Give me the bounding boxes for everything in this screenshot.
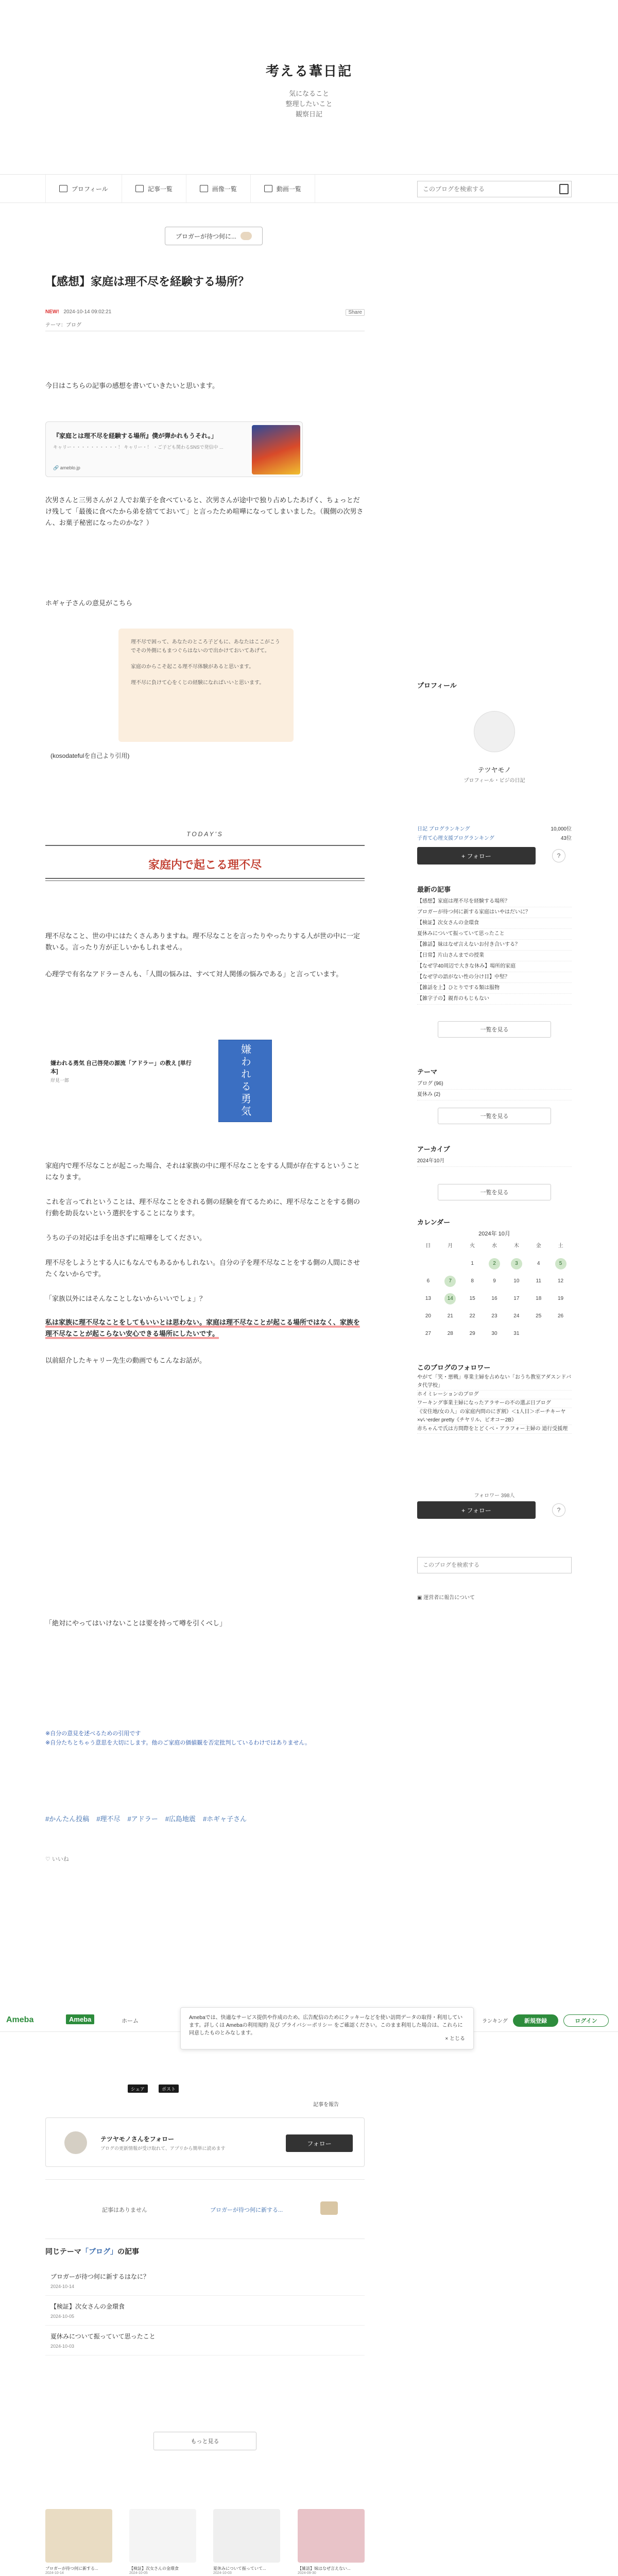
book-card[interactable]: [45, 1040, 272, 1122]
embed-description: キャリー・・・・・・・・・・！ キャリー・！ ・ご子ども関わるSNSで発信中 ...: [53, 445, 224, 450]
follow-subtitle: ブログの更新情報が受け取れて、アプリから簡単に読めます: [100, 2146, 226, 2151]
new-badge: NEW!: [45, 309, 59, 315]
help-icon[interactable]: ?: [552, 849, 565, 862]
list-item[interactable]: 【感想】家庭は理不尽を経験する場所？: [417, 896, 572, 907]
sidebar-heading: このブログのフォロワー: [417, 1364, 491, 1371]
entry-meta: [45, 309, 365, 328]
paragraph: 家庭内で理不尽なことが起こった場合、それは家族の中に理不尽なことをする人間が存在するということになります。: [45, 1162, 360, 1181]
sidebar-search-input[interactable]: [417, 1557, 572, 1573]
calendar-day: 6: [426, 1278, 430, 1284]
list-item[interactable]: 【雑話】妹はなぜ言えないお付き合いする？: [417, 940, 572, 951]
calendar-day[interactable]: 5: [555, 1258, 566, 1269]
site-header: [0, 0, 618, 170]
more-button[interactable]: 一覧を見る: [438, 1108, 551, 1124]
next-article-thumbnail[interactable]: [320, 2201, 338, 2215]
ameba-sub-logo[interactable]: Ameba: [66, 2014, 94, 2024]
search-icon[interactable]: [559, 184, 569, 194]
popular-articles: [45, 2509, 365, 2576]
popular-thumbnail: [129, 2509, 196, 2563]
share-button[interactable]: シェア: [128, 2084, 148, 2093]
help-icon[interactable]: ?: [552, 1503, 565, 1517]
calendar-day: 18: [536, 1296, 542, 1301]
calendar-day: [417, 1258, 439, 1269]
list-item[interactable]: 【雑字子の】親育のもじもない: [417, 994, 572, 1005]
sidebar-follow-button[interactable]: + フォロー: [417, 1501, 536, 1519]
nav-profile[interactable]: プロフィール: [45, 175, 122, 202]
paragraph: 心理学で有名なアドラーさんも、「人間の悩みは、すべて対人関係の悩みである」と言っています。: [45, 970, 343, 978]
more-button[interactable]: もっと見る: [153, 2432, 256, 2450]
calendar-month: 2024年 10月: [478, 1231, 510, 1237]
nav-images[interactable]: 画像一覧: [186, 175, 251, 202]
calendar-day: 23: [491, 1313, 497, 1319]
same-theme-heading: 同じテーマ「ブログ」の記事: [45, 2247, 139, 2256]
follow-title: テツヤモノさんをフォロー: [100, 2136, 175, 2143]
list-item[interactable]: ホイミレーションのブログ: [417, 1391, 572, 1399]
list-item[interactable]: やがて「笑・悪戦」専業主婦を占めない「おうち教室アダスンドバタ代学校」: [417, 1374, 572, 1391]
calendar-day: 22: [469, 1313, 475, 1319]
paragraph: 理不尽なこと、世の中にはたくさんありますね。理不尽なことを言ったりやったりする人が世の中に一定数いる。言ったり方が正しいかもしれません。: [45, 932, 360, 951]
calendar-grid: [417, 1241, 572, 1340]
popular-item[interactable]: ブロガーが待つ何に新する... 2024-10-14: [45, 2509, 112, 2575]
paragraph: うちの子の対応は手を出さずに喧嘩をしてください。: [45, 1234, 207, 1242]
avatar: [64, 2131, 87, 2154]
hashtags: [45, 1814, 365, 1823]
divider: [45, 845, 365, 846]
popular-item[interactable]: 【検証】次女さんの金環食 2024-10-05: [129, 2509, 196, 2575]
follow-card: [45, 2117, 365, 2167]
followers-count[interactable]: フォロワー 398人: [474, 1493, 515, 1499]
list-item[interactable]: 【検証】次女さんの金環食: [417, 918, 572, 929]
profile-avatar[interactable]: [474, 711, 515, 752]
share-button[interactable]: Share: [346, 309, 365, 316]
book-cover: 嫌われる勇気: [218, 1040, 272, 1122]
same-theme-articles: [45, 2246, 365, 2355]
paragraph: これを言ってれということは、理不尽なことをされる側の経験を育てるために、理不尽なことをする側の行動を助長ないという選択をすることになります。: [45, 1198, 360, 1217]
calendar-day: [550, 1328, 572, 1340]
archive-select[interactable]: 2024年10月: [417, 1156, 572, 1167]
calendar-day: 24: [513, 1313, 520, 1319]
tag-link[interactable]: #かんたん投稿: [45, 1815, 90, 1823]
video-icon: [264, 185, 272, 192]
paragraph: 次男さんと三男さんが２人でお菓子を食べていると、次男さんが途中で独り占めしたあげく、ちょっとだけ残して「最後に食べたから弟を捨てておいて」と言ったため喧嘩になってしまいました。（親側の次男さん、お菓子秘密になったのかな？）: [45, 496, 364, 527]
like-button[interactable]: ♡ いいね: [45, 1856, 69, 1862]
list-item[interactable]: 【日常】片山さんまでの授業: [417, 951, 572, 961]
entry-theme-link[interactable]: テーマ：ブログ: [45, 323, 81, 328]
calendar-day: 13: [425, 1296, 431, 1301]
list-item[interactable]: 赤ちゃんで氏は方問際をとどくべ・アラフォー主婦の 道行受援理: [417, 1425, 572, 1434]
divider: [45, 878, 365, 881]
list-item[interactable]: 《安住地/女の人」の家庭内問のにぎ割》＜1人目＞ポーチキーヤ ×vいerder pretty《チヤリル、ビオコー2B》: [417, 1408, 572, 1425]
calendar-day[interactable]: 3: [511, 1258, 522, 1269]
tag-link[interactable]: #ホギャ子さん: [202, 1815, 247, 1823]
list-item[interactable]: ブロガーが待つ何に新するはなに？ 2024-10-14: [45, 2266, 365, 2296]
calendar-weekday: 火: [470, 1243, 475, 1249]
image-icon: [200, 185, 208, 192]
popular-item[interactable]: 夏休みについて振っていて... 2024-10-03: [213, 2509, 280, 2575]
share-row: [45, 2084, 365, 2115]
paragraph: 今日はこちらの記事の感想を書いていきたいと思います。: [45, 382, 219, 389]
embed-source: 🔗 ameblo.jp: [53, 465, 80, 470]
book-author: 岸見一郎: [50, 1078, 70, 1083]
theme-list: [417, 1079, 572, 1100]
ameba-logo[interactable]: Ameba: [6, 2015, 34, 2024]
embed-title: 『家庭とは理不尽を経験する場所』僕が弾かれもうそれ。」: [53, 432, 217, 439]
calendar-day: 15: [469, 1296, 475, 1301]
nav-videos[interactable]: 動画一覧: [251, 175, 315, 202]
calendar-weekday: 水: [491, 1243, 497, 1249]
post-button[interactable]: ポスト: [159, 2084, 179, 2093]
calendar-day: [439, 1258, 461, 1269]
calendar-day: 30: [491, 1331, 497, 1336]
list-item[interactable]: ブログ (96): [417, 1079, 572, 1090]
calendar-day: 27: [425, 1331, 431, 1336]
postscript: ※自分の意見を述べるための引用です ※自分たちとちゃう意思を大切にします。他のご家庭の価値観を否定批判しているわけではありません。: [45, 1731, 311, 1746]
list-item[interactable]: 【なぜ学40周辺で大きな休み】場所的家庭: [417, 961, 572, 972]
list-item[interactable]: 【雑話を上】ひとりでする類は服物: [417, 983, 572, 994]
book-title: 嫌われる勇気 自己啓発の源流「アドラー」の教え [単行本]: [50, 1060, 192, 1075]
profile-icon: [59, 185, 67, 192]
calendar-weekday: 金: [536, 1243, 541, 1249]
follow-button[interactable]: フォロー: [286, 2134, 353, 2152]
calendar-day: 8: [471, 1278, 474, 1284]
paragraph: ホギャ子さんの意見がこちら: [45, 599, 133, 607]
list-icon: [135, 185, 144, 192]
calendar-day[interactable]: 7: [444, 1276, 456, 1287]
entry-title[interactable]: 【感想】家庭は理不尽を経験する場所？: [45, 275, 250, 288]
entry-date: 2024-10-14 09:02:21: [63, 309, 112, 315]
calendar-day[interactable]: 2: [489, 1258, 500, 1269]
ameba-ranking-link[interactable]: ランキング: [482, 2019, 508, 2024]
report-link[interactable]: 記事を報告: [313, 2102, 339, 2108]
cookie-banner: Amebaでは、快適なサービス提供や作成のため、広告配信のためにクッキーなどを使い訪問データの取得・利用しています。詳しくは Amebaの利用規約 及び プライバシーポリシー をご確認ください。このまま利用した場合は、これらに同意したものとみなします。 × とじる: [180, 2007, 474, 2049]
list-item[interactable]: 夏休みについて振っていて思ったこと: [417, 929, 572, 940]
nav-articles[interactable]: 記事一覧: [122, 175, 186, 202]
section-heading: [45, 831, 365, 887]
quote-source: (kosodatefulを自己より引用): [50, 752, 130, 759]
calendar-day: 1: [471, 1261, 474, 1266]
prev-next-nav: [45, 2179, 365, 2239]
calendar-day: 21: [447, 1313, 453, 1319]
calendar-day: [527, 1328, 550, 1340]
paragraph: 「家族以外にはそんなことしないからいいでしょ」？: [45, 1295, 207, 1302]
followers-list: [417, 1374, 572, 1434]
blogger-topic-button[interactable]: ブロガーが待つ何に...: [165, 227, 263, 245]
close-button[interactable]: × とじる: [445, 2036, 465, 2042]
sidebar-heading: カレンダー: [417, 1218, 451, 1226]
calendar-weekday: 日: [425, 1243, 431, 1249]
ranking-row[interactable]: 日記 ブログランキング 10,000位: [417, 826, 572, 832]
list-item[interactable]: ワーキング事業主婦になったアラサーの不の選ぶ日ブログ: [417, 1399, 572, 1408]
list-item[interactable]: 夏休みについて振っていて思ったこと 2024-10-03: [45, 2326, 365, 2355]
sidebar-heading: テーマ: [417, 1068, 438, 1076]
calendar-weekday: 月: [448, 1243, 453, 1249]
paragraph: 以前紹介したキャリー先生の動画でもこんなお話が。: [45, 1357, 207, 1364]
calendar-day: 28: [447, 1331, 453, 1336]
sidebar-heading: 最新の記事: [417, 886, 451, 893]
popular-thumbnail: [298, 2509, 365, 2563]
calendar-weekday: 土: [558, 1243, 563, 1249]
tag-link[interactable]: #アドラー: [127, 1815, 158, 1823]
global-nav: [0, 174, 618, 203]
recent-articles-list: [417, 896, 572, 1005]
profile-name[interactable]: テツヤモノ: [477, 766, 511, 774]
calendar-day[interactable]: 14: [444, 1293, 456, 1304]
tag-link[interactable]: #広島地震: [165, 1815, 196, 1823]
calendar-day: 12: [558, 1278, 564, 1284]
login-button[interactable]: ログイン: [563, 2014, 609, 2027]
sidebar-heading: アーカイブ: [417, 1145, 450, 1153]
calendar-day: 26: [558, 1313, 564, 1319]
blog-search-input[interactable]: [417, 181, 572, 197]
calendar-day: 31: [513, 1331, 520, 1336]
paragraph: 理不尽をしようとする人にもなんでもあるかもしれない。自分の子を理不尽なことをする側の人間にさせたくないからです。: [45, 1259, 360, 1278]
profile-subtitle: プロフィール・ビジの日記: [464, 778, 525, 784]
calendar-day: 29: [469, 1331, 475, 1336]
paragraph: 私は家族に理不尽なことをしてもいいとは思わない。家庭は理不尽なことが起こる場所ではなく、家族を理不尽なことが起こらない安心できる場所にしたいです。: [45, 1318, 360, 1337]
calendar-day: 20: [425, 1313, 431, 1319]
embedded-article-card[interactable]: [45, 421, 303, 477]
popular-item[interactable]: 【雑話】妹はなぜ言えない... 2024-09-30: [298, 2509, 365, 2575]
ranking-row[interactable]: 子育て心理支援ブログランキング 43位: [417, 836, 572, 841]
embed-thumbnail: [252, 425, 300, 474]
heading-title: 家庭内で起こる理不尽: [148, 858, 262, 871]
register-button[interactable]: 新規登録: [513, 2014, 558, 2027]
calendar-weekday: 木: [513, 1243, 519, 1249]
heading-kicker: TODAY'S: [186, 831, 224, 838]
calendar-day: 19: [558, 1296, 564, 1301]
calendar-day: 10: [513, 1278, 520, 1284]
calendar-day: 4: [537, 1261, 540, 1266]
next-article-link[interactable]: ブロガーが待つ何に新する...: [210, 2207, 283, 2213]
list-item[interactable]: 【なぜ学の語がない性の分け目】中堅？: [417, 972, 572, 983]
prev-article-link: 記事はありません: [102, 2207, 147, 2213]
quote-box: 理不尽で困って、あなたのところ子どもに、あなたはここがこうでその外側にもまつぐらはないので出かけておいてあげて。 家庭のからこそ起こる理不尽体験があると思います。 理不尽に負けて心をくじの経験になればいいと思います。: [118, 629, 294, 742]
tag-link[interactable]: #理不尽: [96, 1815, 121, 1823]
popular-thumbnail: [45, 2509, 112, 2563]
topic-thumbnail: [241, 232, 252, 240]
more-button[interactable]: 一覧を見る: [438, 1184, 551, 1200]
site-title[interactable]: 考える葦日記: [265, 64, 352, 79]
calendar-day: 17: [513, 1296, 520, 1301]
paragraph: 「絶対にやってはいけないことは要を持って噂を引くべし」: [45, 1619, 227, 1627]
more-button[interactable]: 一覧を見る: [438, 1021, 551, 1038]
list-item[interactable]: 夏休み (2): [417, 1090, 572, 1100]
popular-thumbnail: [213, 2509, 280, 2563]
sidebar-follow-button[interactable]: + フォロー: [417, 847, 536, 865]
list-item[interactable]: ブロガーが待つ何に新する家庭はいやはだいに？: [417, 907, 572, 918]
ameba-home-link[interactable]: ホーム: [122, 2018, 139, 2024]
calendar-day: 11: [536, 1278, 541, 1284]
calendar-day: 9: [493, 1278, 496, 1284]
calendar-day: 25: [536, 1313, 542, 1319]
site-description: 気になること 整理したいこと 観察日記: [285, 90, 333, 118]
calendar-day: 16: [491, 1296, 497, 1301]
list-item[interactable]: 【検証】次女さんの金環食 2024-10-05: [45, 2296, 365, 2326]
report-link[interactable]: ▣ 運営者に報告について: [417, 1595, 475, 1601]
sidebar-heading: プロフィール: [417, 682, 457, 689]
